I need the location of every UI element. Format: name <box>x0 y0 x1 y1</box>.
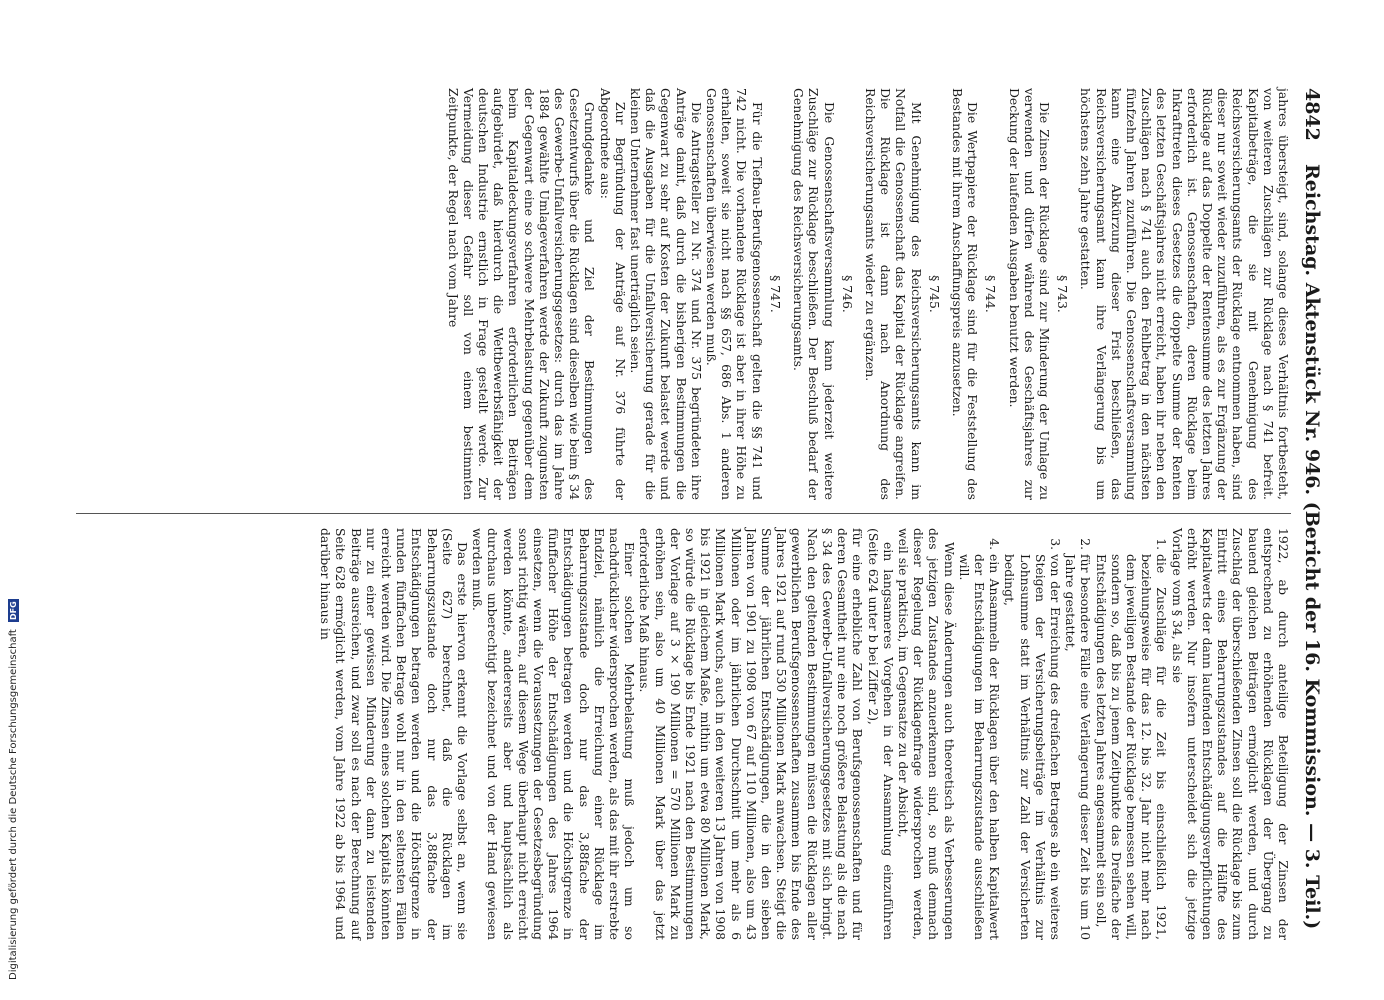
paragraph: Mit Genehmigung des Reichsversicherungsamts kann im Notfall die Genossenschaft das Kapital der Rücklage angreifen. Die Rücklage ist dann nach Anordnung des Reichsversicherungsamts wieder zu ergänzen. <box>862 88 924 500</box>
column-divider <box>76 513 1291 514</box>
page-number: 4842 <box>1301 88 1323 141</box>
list-item: 1. die Zuschläge für die Zeit bis einschließlich 1921, beziehungsweise für das 12. bis 32. Jahr nicht mehr nach dem jeweiligen Bestande der Rücklage bemessen sehen will, sondern so, daß bis zu jenem Zeitpunkte das Dreifache der Entschädigungen des letzten Jahres angesammelt sein soll, <box>1093 554 1169 940</box>
funding-sidebar <box>4 560 24 980</box>
paragraph: 1922, ab durch anteilige Beteiligung der Zinsen der entsprechend zu erhöhenden Rücklagen der Übergang zu bauend gleichen Beiträgen ermöglicht werden, und durch Zuschlag der überschießenden Zinsen soll die Rücklage bis zum Eintritt eines Beharrungszustandes auf die Hälfte des Kapitalwerts der dann laufenden Entschädigungsverpflichtungen erhöht werden. Nur insofern unterscheidet sich die jetzige Vorlage vom § 34, als sie <box>1169 528 1291 940</box>
funding-note: Digitalisierung gefördert durch die Deutsche Forschungsgemeinschaft <box>8 629 19 980</box>
paragraph: Grundgedanke und Ziel der Bestimmungen des Gesetzentwurfs über die Rücklagen sind dieselben wie beim § 34 des Gewerbe-Unfallversicherungsgesetzes: durch das im Jahre 1884 gewählte Umlageverfahren werde der Zukunft zugunsten der Gegenwart eine so schwere Mehrbelastung gegenüber dem beim Kapitaldeckungsverfahren erforderlichen Beiträgen aufgebürdet, daß hierdurch die Wettbewerbsfähigkeit der deutschen Industrie ernstlich in Frage gestellt werde. Zur Vermeidung dieser Gefahr soll von einem bestimmten Zeitpunkte, der Regel nach vom Jahre <box>445 88 598 500</box>
paragraph: Einer solchen Mehrbelastung muß jedoch um so nachdrücklicher widersprochen werden, als das mit ihr erstrebte Endziel, nämlich die Erreichung einer Rücklage im Beharrungszustande doch nur das 3,88fache der Entschädigungen betragen werden und die Höchstgrenze in fünffacher Höhe der Entschädigungen des Jahres 1964 einsetzen, wenn die Voraussetzungen der Gesetzesbegründung sonst richtig wären, auf diesem Wege überhaupt nicht erreicht werden könnte, andererseits aber und hauptsächlich als durchaus unberechtigt bezeichnet und von der Hand gewiesen werden muß. <box>470 528 638 940</box>
dfg-logo-icon: DFG <box>8 601 18 620</box>
section-heading: § 747. <box>767 275 783 313</box>
paragraph: Wenn diese Änderungen auch theoretisch als Verbesserungen des jetzigen Zustandes anzuerkennen sind, so muß demnach dieser Regelung der Rücklagenfrage widersprochen werden, weil sie praktisch, im Gegensatze zu der Absicht, <box>895 528 957 940</box>
paragraph: für eine erhebliche Zahl von Berufsgenossenschaften und für deren Gesamtheit nur eine noch größere Belastung als die nach § 34 des Gewerbe-Unfallversicherungsgesetzes mit sich bringt. Nach den geltenden Bestimmungen müssen die Rücklagen aller gewerblichen Berufsgenossenschaften zusammen bis Ende des Jahres 1921 auf rund 530 Millionen Mark anwachsen. Steigt die Summe der jährlichen Entschädigungen, die in den sieben Jahren von 1901 zu 1908 von 67 auf 110 Millionen, also um 43 Millionen oder im jährlichen Durchschnitt um mehr als 6 Millionen Mark wuchs, auch in den weiteren 13 Jahren von 1908 bis 1921 in gleichem Maße, mithin um etwa 80 Millionen Mark, so würde die Rücklage bis Ende 1921 nach den Bestimmungen der Vorlage auf 3 × 190 Millionen = 570 Millionen Mark zu erhöhen sein, also um 40 Millionen Mark über das jetzt erforderliche Maß hinaus. <box>637 528 866 940</box>
paragraph: Die Antragsteller zu Nr. 374 und Nr. 375 begründeten ihre Anträge damit, daß durch die bisherigen Bestimmungen die Gegenwart zu sehr auf Kosten der Zukunft belastet werde und daß die Ausgaben für die Unfallversicherung gerade für die kleinen Unternehmer fast unerträglich seien. <box>628 88 704 500</box>
page-header <box>1293 88 1327 940</box>
right-column <box>76 528 1291 940</box>
paragraph: ein langsameres Vorgehen in der Ansammlung einzuführen (Seite 624 unter b bei Ziffer 2), <box>865 528 896 940</box>
section-heading: § 746. <box>839 275 855 313</box>
section-heading: § 745. <box>926 275 942 313</box>
paragraph: Für die Tiefbau-Berufsgenossenschaft gelten die §§ 741 und 742 nicht. Die vorhandene Rücklage ist aber in ihrer Höhe zu erhalten, soweit sie nicht nach §§ 657, 686 Abs. 1 anderen Genossenschaften überwiesen werden muß. <box>704 88 765 500</box>
paragraph: Die Wertpapiere der Rücklage sind für die Feststellung des Bestandes mit ihrem Anschaffungspreis anzusetzen. <box>949 88 981 500</box>
section-heading: § 744. <box>983 275 999 313</box>
section-heading: § 743. <box>1055 275 1071 313</box>
paragraph: jahres übersteigt, sind, solange dieses Verhältnis fortbesteht, von weiteren Zuschlägen zur Rücklage nach § 741 befreit. Kapitalbeträge, die sie mit Genehmigung des Reichsversicherungsamts der Rücklage entnommen haben, sind dieser nur soweit wieder zuzuführen, als es zur Ergänzung der Rücklage auf das Doppelte der Rentensumme des letzten Jahres erforderlich ist. Genossenschaften, deren Rücklage beim Inkrafttreten dieses Gesetzes die doppelte Summe der Renten des letzten Geschäftsjahres nicht erreicht, haben ihr neben den Zuschlägen nach § 741 auch den Fehlbetrag in den nächsten fünfzehn Jahren zuzuführen. Die Genossenschaftsversammlung kann eine Abkürzung dieser Frist beschließen, das Reichsversicherungsamt kann ihre Verlängerung bis um höchstens zehn Jahre gestatten. <box>1078 88 1291 500</box>
left-column <box>76 88 1291 500</box>
paragraph: Die Zinsen der Rücklage sind zur Minderung der Umlage zu verwenden und dürfen während des Geschäftsjahres zur Deckung der laufenden Ausgaben benutzt werden. <box>1006 88 1052 500</box>
list-item: 2. für besondere Fälle eine Verlängerung dieser Zeit bis um 10 Jahre gestattet, <box>1063 554 1093 940</box>
paragraph: Das erste hiervon erkennt die Vorlage selbst an, wenn sie (Seite 627) berechnet, daß die Rücklagen im Beharrungszustande doch nur das 3,88fache der Entschädigungen betragen werden und die Höchstgrenze in runden fünffachen Betrage wohl nur in den seltensten Fällen erreicht werden wird. Die Zinsen eines solchen Kapitals könnten nur zu einer gewissen Minderung der dann zu leistenden Beiträge ausreichen, und zwar soll es nach der Berechnung auf Seite 628 ermöglicht werden, vom Jahre 1922 ab bis 1964 und darüber hinaus in <box>318 528 471 940</box>
running-title: Reichstag. Aktenstück Nr. 946. (Bericht der 16. Kommission. — 3. Teil.) <box>1301 164 1323 930</box>
rotated-page <box>72 88 1327 940</box>
paragraph: Zur Begründung der Anträge auf Nr. 376 führte der Abgeordnete aus: <box>597 88 628 500</box>
list-item: 3. von der Erreichung des dreifachen Betrages ab ein weiteres Steigen der Versicherungsbeiträge im Verhältnis zur Lohnsumme statt im Verhältnis zur Zahl der Versicherten bedingt, <box>1002 554 1063 940</box>
list-item: 4. ein Ansammeln der Rücklagen über den halben Kapitalwert der Entschädigungen im Beharrungszustande ausschließen will. <box>957 554 1003 940</box>
numbered-list <box>957 528 1170 940</box>
paragraph: Die Genossenschaftsversammlung kann jederzeit weitere Zuschläge zur Rücklage beschließen. Der Beschluß bedarf der Genehmigung des Reichsversicherungsamts. <box>791 88 837 500</box>
